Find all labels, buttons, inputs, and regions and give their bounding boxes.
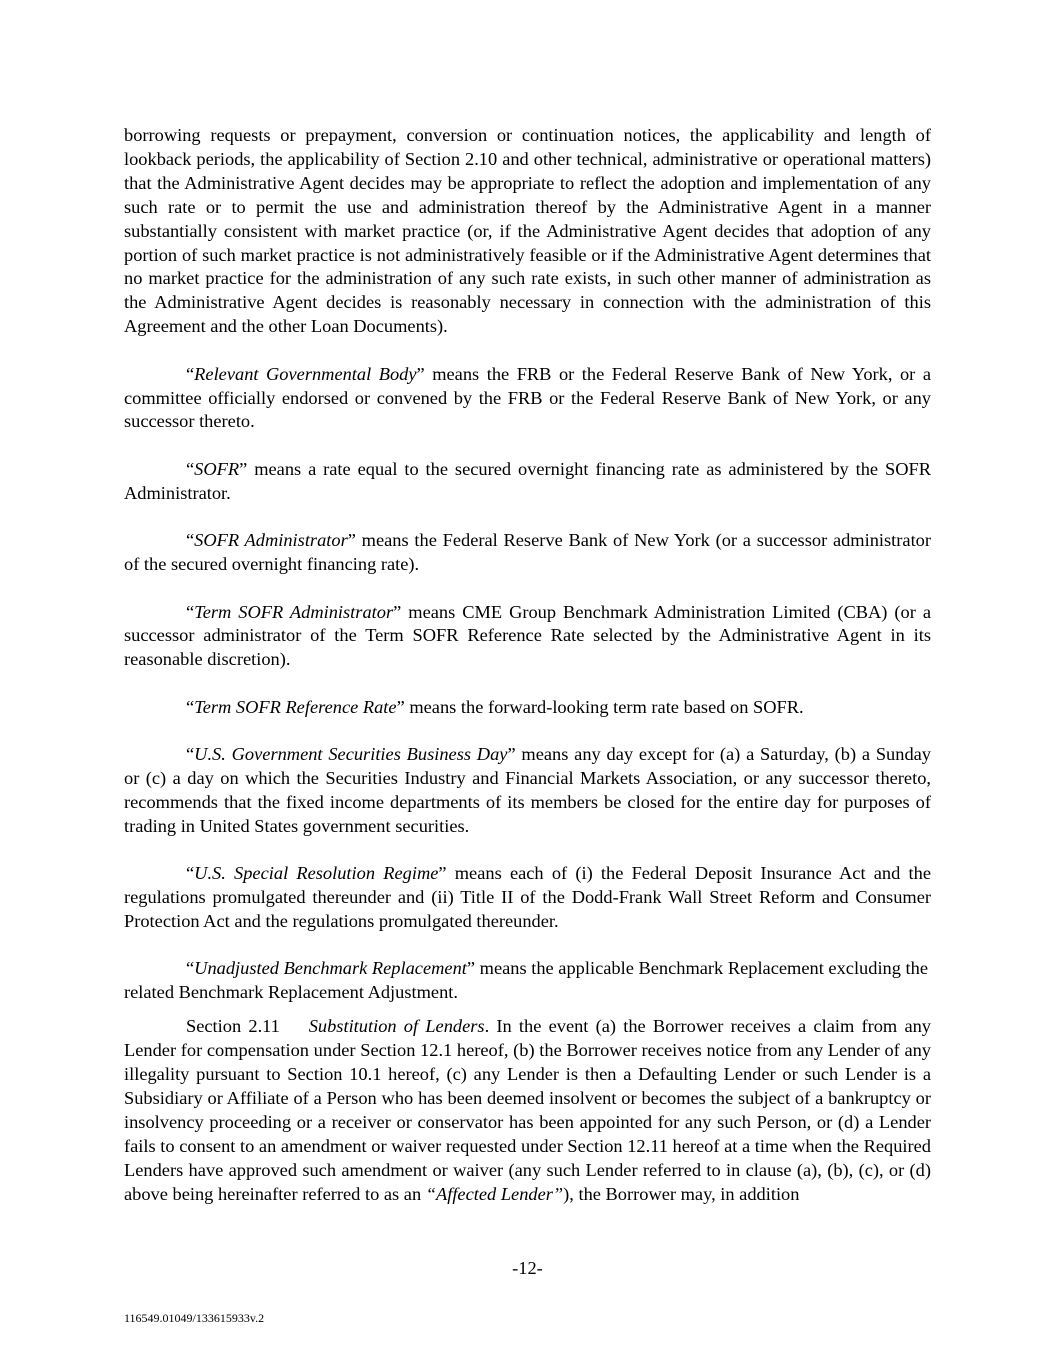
defined-term: SOFR [194, 458, 240, 479]
definition-text: ” means the applicable Benchmark Replacement excluding the related Benchmark Replacement Adjustment. [124, 958, 929, 1003]
definition-sofr: “SOFR” means a rate equal to the secured overnight financing rate as administered by the SOFR Administrator. [124, 458, 931, 503]
affected-lender-term: “Affected Lender” [425, 1183, 564, 1204]
definition-text: ” means CME Group Benchmark Administration Limited (CBA) (or a successor administrator of the Term SOFR Reference Rate selected by the Administrative Agent in its reasonable discretion). [124, 601, 931, 670]
definition-text: ” means the forward-looking term rate based on SOFR. [396, 696, 804, 717]
definition-term-sofr-administrator: “Term SOFR Administrator” means CME Group Benchmark Administration Limited (CBA) (or a successor administrator of the Term SOFR Reference Rate selected by the Administrative Agent in its reasonable discretion). [124, 601, 931, 670]
defined-term: Term SOFR Reference Rate [194, 696, 397, 717]
definition-relevant-governmental-body: “Relevant Governmental Body” means the FRB or the Federal Reserve Bank of New York, or a committee officially endorsed or convened by the FRB or the Federal Reserve Bank of New York, or any successor thereto. [124, 363, 931, 432]
definition-us-special-resolution-regime: “U.S. Special Resolution Regime” means each of (i) the Federal Deposit Insurance Act and the regulations promulgated thereunder and (ii) Title II of the Dodd-Frank Wall Street Reform and Consumer Protection Act and the regulations promulgated thereunder. [124, 863, 931, 932]
definition-text: ” means each of (i) the Federal Deposit Insurance Act and the regulations promulgated thereunder and (ii) Title II of the Dodd-Frank Wall Street Reform and Consumer Protection Act and the regulations promulgated thereunder. [124, 863, 931, 932]
definition-text: ” means any day except for (a) a Saturday, (b) a Sunday or (c) a day on which the Securities Industry and Financial Markets Association, or any successor thereto, recommends that the fixed income departments of its members be closed for the entire day for purposes of trading in United States government securities. [124, 744, 931, 836]
page-body [124, 124, 931, 1207]
definition-text: ” means a rate equal to the secured overnight financing rate as administered by the SOFR Administrator. [124, 458, 931, 503]
section-body-continued: ), the Borrower may, in addition [563, 1183, 800, 1204]
defined-term: Term SOFR Administrator [194, 601, 394, 622]
definition-unadjusted-benchmark-replacement: “Unadjusted Benchmark Replacement” means the applicable Benchmark Replacement excluding the related Benchmark Replacement Adjustment. [124, 958, 929, 1003]
defined-term: SOFR Administrator [194, 530, 348, 551]
definition-text: ” means the FRB or the Federal Reserve Bank of New York, or a committee officially endorsed or convened by the FRB or the Federal Reserve Bank of New York, or any successor thereto. [124, 363, 931, 432]
defined-term: U.S. Special Resolution Regime [194, 863, 439, 884]
opening-paragraph: borrowing requests or prepayment, conversion or continuation notices, the applicability and length of lookback periods, the applicability of Section 2.10 and other technical, administrative or operational matters) that the Administrative Agent decides may be appropriate to reflect the adoption and implementation of any such rate or to permit the use and administration thereof by the Administrative Agent in a manner substantially consistent with market practice (or, if the Administrative Agent decides that adoption of any portion of such market practice is not administratively feasible or if the Administrative Agent determines that no market practice for the administration of any such rate exists, in such other manner of administration as the Administrative Agent decides is reasonably necessary in connection with the administration of this Agreement and the other Loan Documents). [124, 125, 931, 337]
definition-term-sofr-reference-rate: “Term SOFR Reference Rate” means the forward-looking term rate based on SOFR. [186, 696, 804, 717]
section-number: Section 2.11 [186, 1016, 280, 1037]
page-number: -12- [512, 1258, 543, 1278]
section-2-11 [124, 1015, 931, 1206]
defined-term: Relevant Governmental Body [194, 363, 417, 384]
definition-us-government-securities-business-day: “U.S. Government Securities Business Day” means any day except for (a) a Saturday, (b) a Sunday or (c) a day on which the Securities Industry and Financial Markets Association, or any successor thereto, recommends that the fixed income departments of its members be closed for the entire day for purposes of trading in United States government securities. [124, 744, 931, 836]
defined-term: U.S. Government Securities Business Day [194, 744, 508, 765]
definition-text: ” means the Federal Reserve Bank of New York (or a successor administrator of the secured overnight financing rate). [124, 530, 932, 575]
document-id: 116549.01049/133615933v.2 [124, 1311, 265, 1325]
section-title: Substitution of Lenders [308, 1016, 485, 1037]
defined-term: Unadjusted Benchmark Replacement [194, 958, 467, 979]
section-body: . In the event (a) the Borrower receives a claim from any Lender for compensation under Section 12.1 hereof, (b) the Borrower receives notice from any Lender of any illegality pursuant to Section 10.1 hereof, (c) any Lender is then a Defaulting Lender or such Lender is a Subsidiary or Affiliate of a Person who has been deemed insolvent or becomes the subject of a bankruptcy or insolvency proceeding or a receiver or conservator has been appointed for any such Person, or (d) a Lender fails to consent to an amendment or waiver requested under Section 12.11 hereof at a time when the Required Lenders have approved such amendment or waiver (any such Lender referred to in clause (a), (b), (c), or (d) above being hereinafter referred to as an [124, 1016, 931, 1204]
definition-sofr-administrator: “SOFR Administrator” means the Federal Reserve Bank of New York (or a successor administrator of the secured overnight financing rate). [124, 530, 932, 575]
